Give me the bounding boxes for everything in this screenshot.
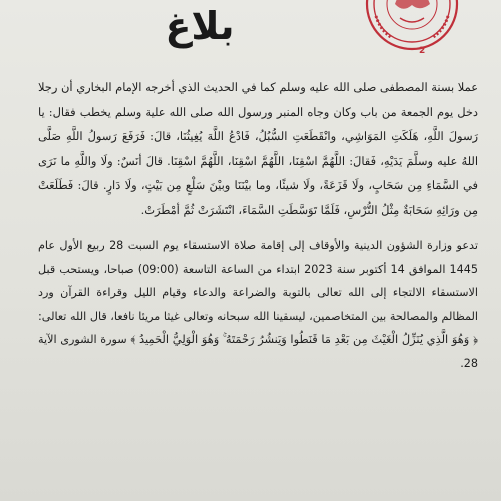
document-body <box>38 75 478 376</box>
announcement-text: تدعو وزارة الشؤون الدينية والأوقاف إلى إقامة صلاة الاستسقاء يوم السبت 28 ربيع الأول عام 1445 الموافق 14 أكتوبر سنة 2023 ابتداء من الساعة التاسعة (09:00) صباحا، ويستحب قبل الاستسقاء الالتجاء إلى الله تعالى بالتوبة والضراعة والدعاء وقيام الليل وقراءة القرآن ورد المظالم والمصالحة بين المتخاصمين، ليسقينا الله سبحانه وتعالى غيثا مريئا نافعا، قال الله تعالى: <box>38 239 479 323</box>
official-seal-icon <box>362 0 462 58</box>
stamp-number: 2 <box>419 46 426 56</box>
hadith-paragraph: عملا بسنة المصطفى صلى الله عليه وسلم كما في الحديث الذي أخرجه الإمام البخاري أن رجلا دخل يوم الجمعة من باب وكان وجاه المنبر ورسول الله صلى الله علية وسلم يخطب فقال: يا رَسولَ اللَّهِ، هَلَكَتِ المَوَاشِي، وانْقَطَعَتِ السُّبُلُ، فَادْعُ اللَّهَ يُغِيثُنَا، قالَ: فَرَفَعَ رَسولُ اللَّهِ صَلَّى اللهُ عليه وسلَّمَ يَدَيْهِ، فَقالَ: اللَّهُمَّ اسْقِنَا، اللَّهُمَّ اسْقِنَا، اللَّهُمَّ اسْقِنَا. قالَ أنَسٌ: ولَا واللَّهِ ما نَرَى في السَّمَاءِ مِن سَحَابٍ، ولَا قَزَعَةً، ولَا شيئًا، وما بيْنَنَا وبيْنَ سَلْعٍ مِن بَيْتٍ، ولَا دَارٍ. قالَ: فَطَلَعَتْ مِن ورَائِهِ سَحَابَةٌ مِثْلُ التُّرْسِ، فَلَمَّا تَوَسَّطَتِ السَّمَاءَ، انْتَشَرَتْ ثُمَّ أمْطَرَتْ. <box>38 80 478 217</box>
document-title: بلاغ <box>165 4 235 48</box>
announcement-paragraph <box>38 234 478 376</box>
verse-reference: سورة الشورى الآية 28. <box>38 333 478 370</box>
quran-verse: ﴿ وَهُوَ الَّذِي يُنَزِّلُ الْغَيْثَ مِن بَعْدِ مَا قَنَطُوا وَيَنشُرُ رَحْمَتَهُ ۚ وَهُوَ الْوَلِيُّ الْحَمِيدُ ﴾ <box>130 332 478 347</box>
